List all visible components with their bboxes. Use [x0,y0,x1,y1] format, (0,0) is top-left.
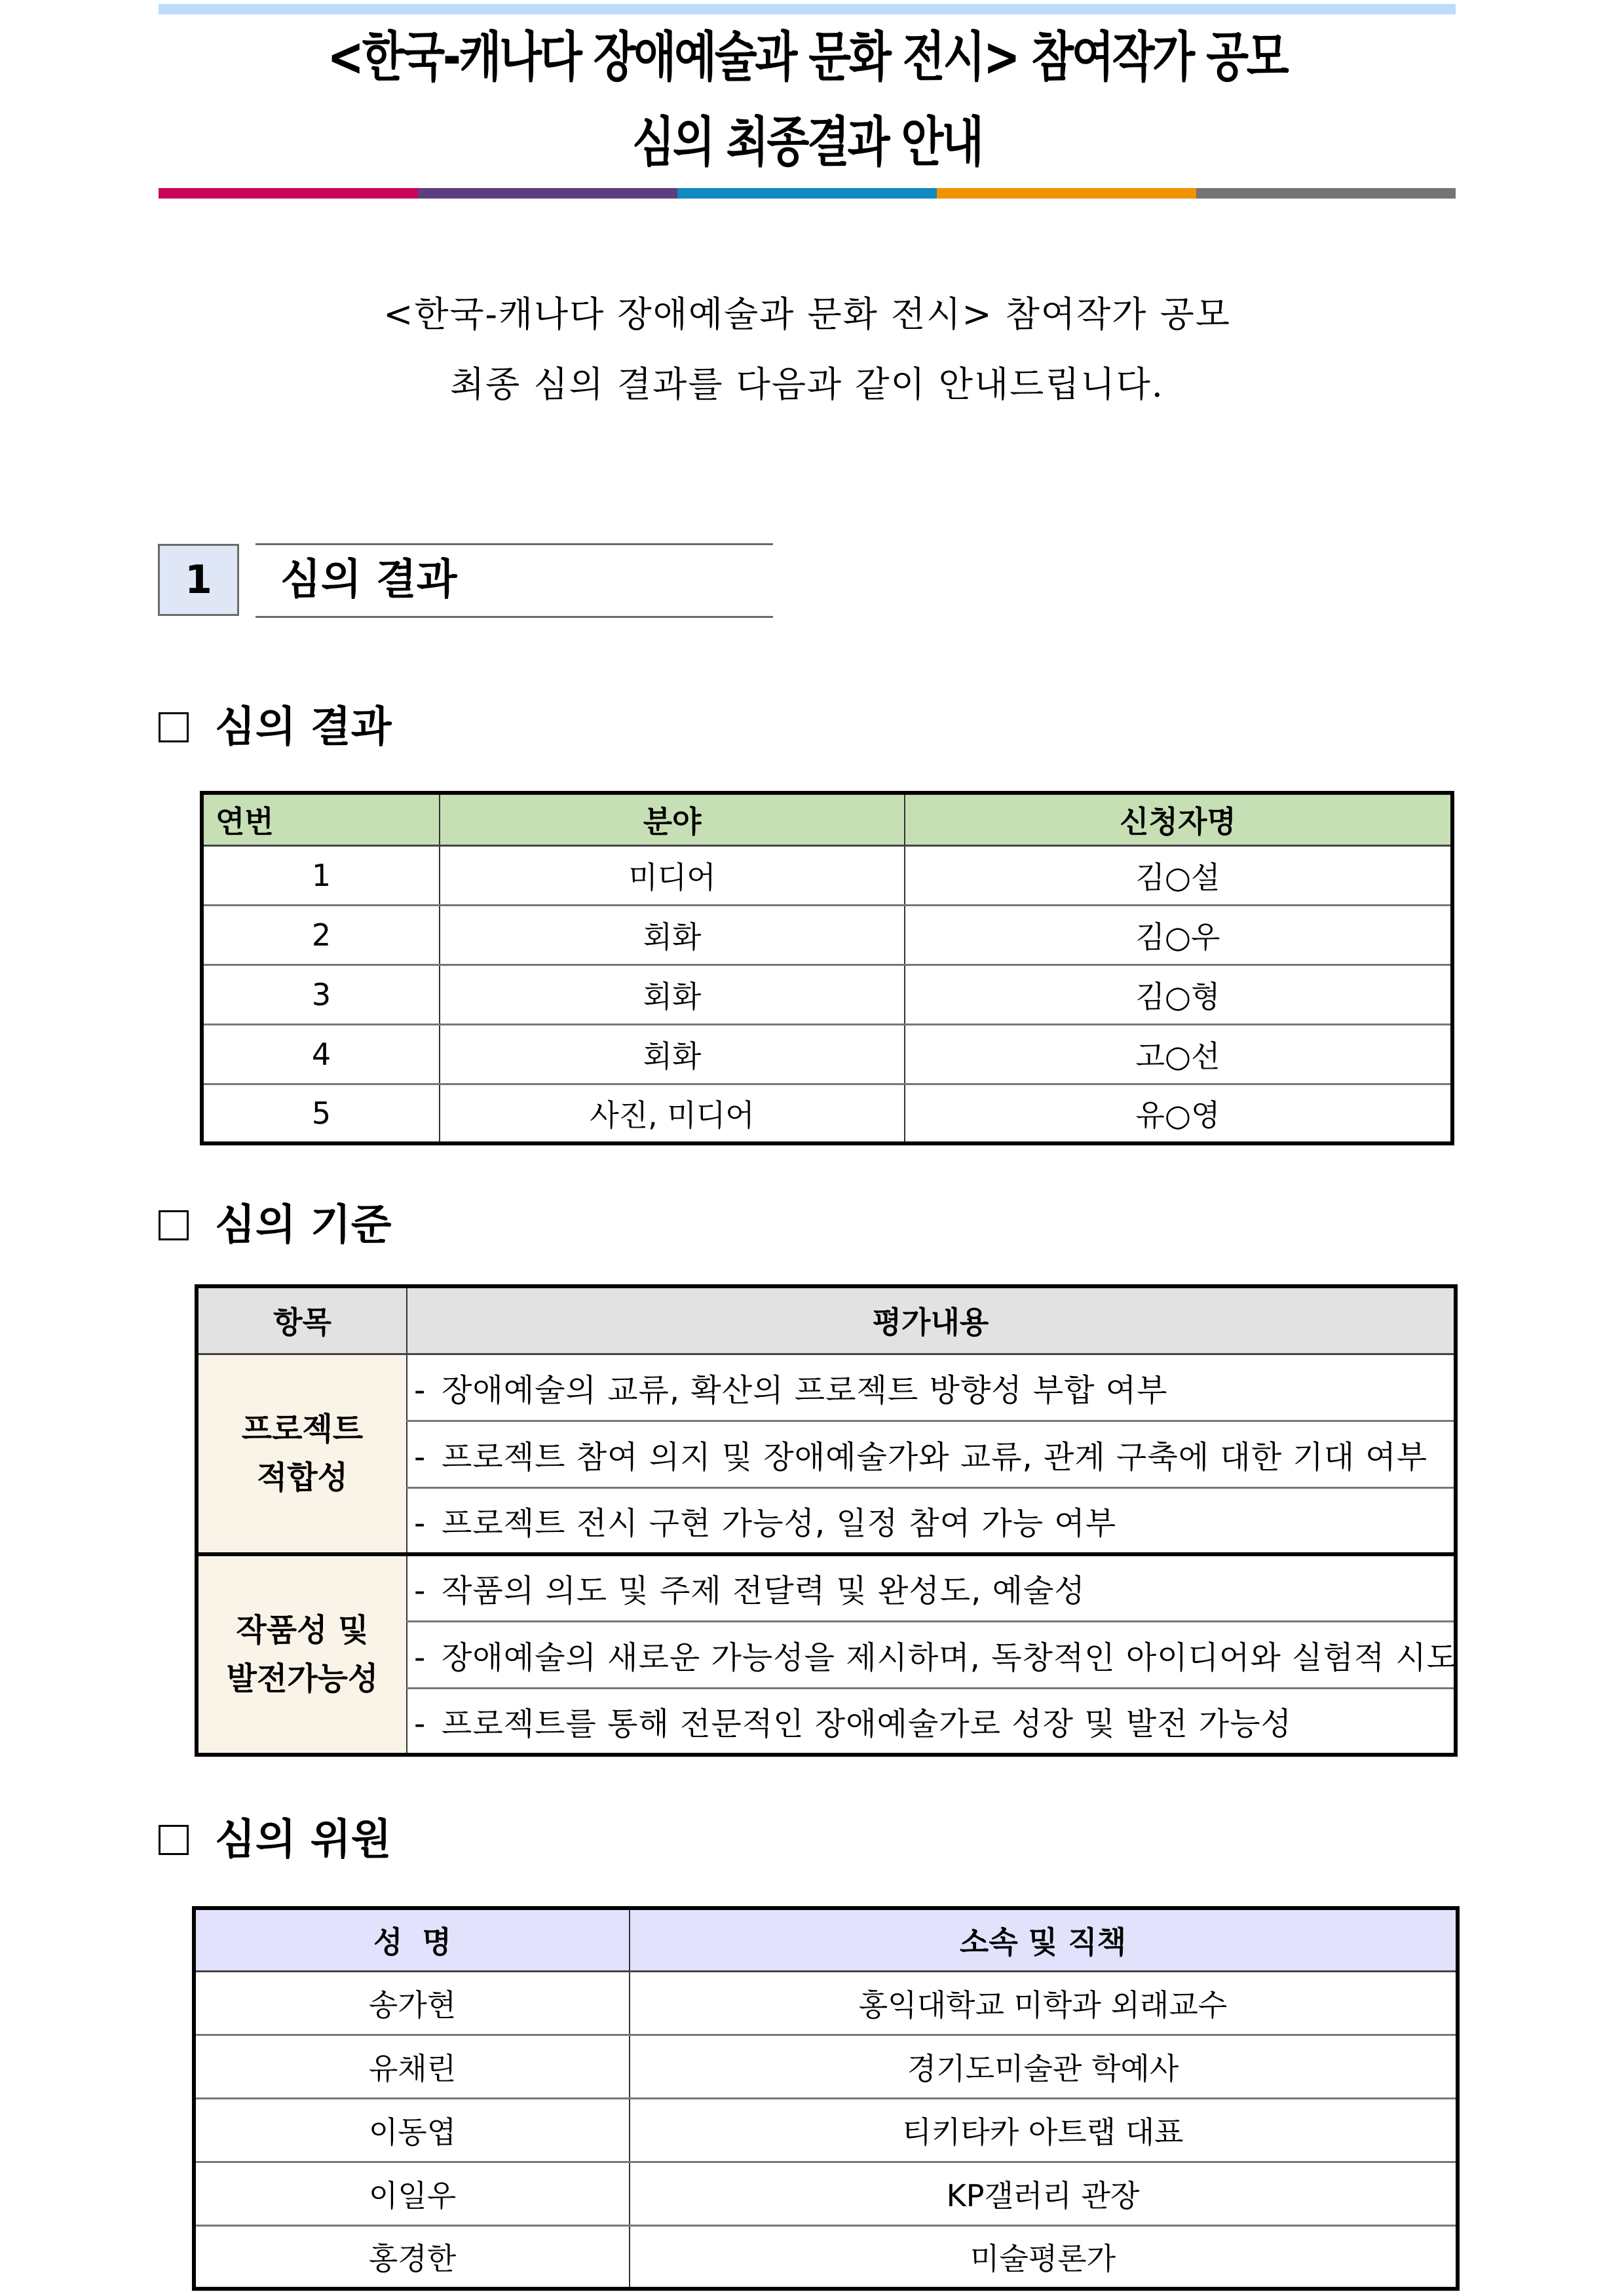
committee-table [192,1906,1460,2291]
criteria-text: 프로젝트를 통해 전문적인 장애예술가로 성장 및 발전 가능성 [442,1705,1293,1742]
table-row [194,1971,1458,2035]
document-title-line1: <한국-캐나다 장애예술과 문화 전시> 참여작가 공모 [327,26,1287,88]
criteria-item [407,1487,1456,1554]
stripe-segment-purple [418,188,677,199]
subheading-label: 심의 결과 [215,703,392,752]
category-cell-artistry [197,1554,407,1755]
category-label-line1: 작품성 및 [236,1612,369,1649]
cell-affiliation: 경기도미술관 학예사 [630,2035,1458,2098]
cell-applicant: 고○선 [905,1024,1452,1084]
table-row [202,905,1452,965]
subheading-label: 심의 기준 [215,1201,392,1250]
table-header-row [202,793,1452,845]
subheading-committee [159,1814,392,1866]
column-header-no: 연번 [202,793,440,845]
section-header-top-rule [255,543,773,545]
column-header-name: 성 명 [194,1908,630,1971]
category-label-line1: 프로젝트 [241,1411,364,1448]
cell-affiliation: 티키타카 아트랩 대표 [630,2098,1458,2162]
criteria-item [407,1354,1456,1421]
table-row [194,2225,1458,2289]
cell-field: 미디어 [440,845,905,905]
subheading-criteria [159,1199,392,1252]
table-row [194,2035,1458,2098]
column-header-applicant: 신청자명 [905,793,1452,845]
table-header-row [194,1908,1458,1971]
cell-no: 1 [202,845,440,905]
criteria-text: 장애예술의 새로운 가능성을 제시하며, 독창적인 아이디어와 실험적 시도 [442,1639,1458,1676]
dash-bullet: - [414,1705,426,1742]
square-bullet-icon [159,1825,189,1855]
criteria-text: 프로젝트 전시 구현 가능성, 일정 참여 가능 여부 [442,1504,1117,1542]
column-header-evaluation: 평가내용 [407,1286,1456,1354]
cell-applicant: 유○영 [905,1084,1452,1143]
criteria-table [195,1284,1458,1757]
color-stripe [159,188,1456,199]
category-label-line2: 발전가능성 [226,1660,379,1697]
cell-field: 사진, 미디어 [440,1084,905,1143]
table-header-row [197,1286,1456,1354]
cell-applicant: 김○우 [905,905,1452,965]
cell-applicant: 김○형 [905,965,1452,1024]
stripe-segment-magenta [159,188,418,199]
criteria-text: 장애예술의 교류, 확산의 프로젝트 방향성 부합 여부 [442,1371,1168,1409]
stripe-segment-orange [937,188,1196,199]
subheading-label: 심의 위원 [215,1816,392,1864]
table-row [197,1554,1456,1621]
cell-no: 4 [202,1024,440,1084]
column-header-field: 분야 [440,793,905,845]
category-label-line2: 적합성 [256,1459,349,1497]
table-row [194,2098,1458,2162]
table-row [202,965,1452,1024]
table-row [202,1024,1452,1084]
table-row [194,2162,1458,2225]
stripe-segment-gray [1196,188,1456,199]
results-table [200,791,1454,1145]
top-accent-bar [159,4,1456,14]
intro-line1: <한국-캐나다 장애예술과 문화 전시> 참여작가 공모 [383,294,1231,335]
dash-bullet: - [414,1639,426,1676]
stripe-segment-blue [677,188,937,199]
square-bullet-icon [159,712,189,742]
criteria-item [407,1554,1456,1621]
subheading-results [159,701,392,754]
criteria-item [407,1621,1456,1688]
column-header-category: 항목 [197,1286,407,1354]
column-header-affiliation: 소속 및 직책 [630,1908,1458,1971]
cell-no: 5 [202,1084,440,1143]
dash-bullet: - [414,1438,426,1476]
criteria-item [407,1421,1456,1487]
cell-affiliation: KP갤러리 관장 [630,2162,1458,2225]
cell-affiliation: 홍익대학교 미학과 외래교수 [630,1971,1458,2035]
section-title: 심의 결과 [280,556,457,604]
criteria-item [407,1688,1456,1755]
cell-member-name: 이동엽 [194,2098,630,2162]
criteria-text: 작품의 의도 및 주제 전달력 및 완성도, 예술성 [442,1573,1086,1610]
table-row [202,845,1452,905]
table-row [202,1084,1452,1143]
dash-bullet: - [414,1371,426,1409]
table-row [197,1354,1456,1421]
cell-member-name: 송가현 [194,1971,630,2035]
cell-field: 회화 [440,965,905,1024]
cell-affiliation: 미술평론가 [630,2225,1458,2289]
cell-member-name: 유채린 [194,2035,630,2098]
square-bullet-icon [159,1210,189,1240]
category-cell-project-fit [197,1354,407,1554]
cell-applicant: 김○설 [905,845,1452,905]
criteria-text: 프로젝트 참여 의지 및 장애예술가와 교류, 관계 구축에 대한 기대 여부 [442,1438,1428,1476]
dash-bullet: - [414,1504,426,1542]
cell-member-name: 이일우 [194,2162,630,2225]
section-header-bottom-rule [255,616,773,618]
cell-field: 회화 [440,905,905,965]
intro-line2: 최종 심의 결과를 다음과 같이 안내드립니다. [450,364,1164,405]
dash-bullet: - [414,1573,426,1610]
document-title-line2: 심의 최종결과 안내 [632,111,982,174]
cell-no: 3 [202,965,440,1024]
section-number-box: 1 [158,544,239,616]
cell-field: 회화 [440,1024,905,1084]
cell-no: 2 [202,905,440,965]
cell-member-name: 홍경한 [194,2225,630,2289]
